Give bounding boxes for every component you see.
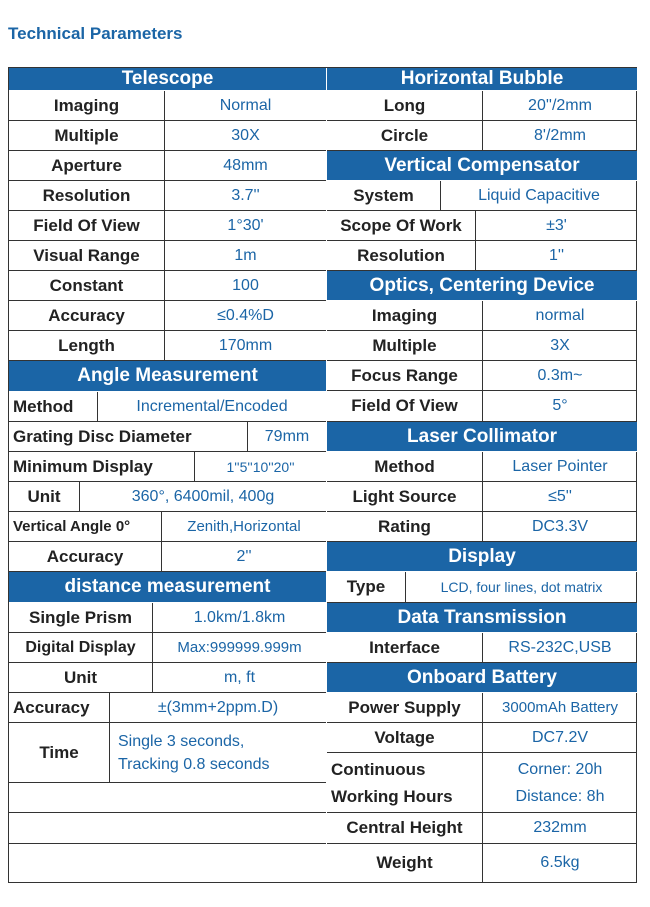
time-line-2: Tracking 0.8 seconds bbox=[118, 755, 270, 773]
row-value: normal bbox=[482, 301, 637, 330]
table-row bbox=[9, 723, 326, 783]
row-value: 100 bbox=[164, 271, 326, 300]
table-row bbox=[327, 753, 637, 813]
row-label: Unit bbox=[27, 486, 61, 506]
table-row bbox=[9, 271, 326, 301]
row-value: 3.7'' bbox=[164, 181, 326, 210]
row-value: 1°30' bbox=[164, 211, 326, 240]
row-value: m, ft bbox=[152, 663, 326, 692]
row-value: 1.0km/1.8km bbox=[152, 603, 326, 632]
table-row bbox=[327, 813, 637, 844]
row-label: Multiple bbox=[54, 125, 119, 145]
row-value: 30X bbox=[164, 121, 326, 150]
telescope-header: Telescope bbox=[9, 68, 326, 91]
table-row bbox=[9, 452, 326, 482]
distance-header: distance measurement bbox=[9, 572, 326, 603]
row-label: Type bbox=[346, 577, 386, 596]
table-row bbox=[9, 91, 326, 121]
bubble-header: Horizontal Bubble bbox=[327, 68, 637, 91]
working-value-line-2: Distance: 8h bbox=[515, 787, 605, 805]
row-label: Weight bbox=[376, 853, 433, 872]
row-value: 1m bbox=[164, 241, 326, 270]
row-label: Single Prism bbox=[29, 607, 132, 627]
row-label: Voltage bbox=[374, 727, 435, 747]
table-row bbox=[9, 512, 326, 542]
battery-header: Onboard Battery bbox=[327, 663, 637, 693]
table-row bbox=[9, 693, 326, 723]
row-label: Method bbox=[374, 456, 435, 476]
page-title: Technical Parameters bbox=[8, 24, 183, 43]
row-label: Time bbox=[39, 742, 79, 762]
table-row bbox=[327, 452, 637, 482]
row-value: 6.5kg bbox=[482, 844, 637, 882]
row-value: 0.3m~ bbox=[482, 361, 637, 390]
row-value: 79mm bbox=[247, 422, 326, 451]
table-row bbox=[9, 241, 326, 271]
row-value: DC3.3V bbox=[482, 512, 637, 541]
table-row bbox=[327, 512, 637, 542]
row-label: Grating Disc Diameter bbox=[13, 426, 192, 446]
row-label: Unit bbox=[63, 667, 98, 687]
row-label: Minimum Display bbox=[13, 456, 153, 476]
row-label: Rating bbox=[378, 516, 431, 536]
laser-header: Laser Collimator bbox=[327, 422, 637, 452]
table-row bbox=[327, 572, 637, 603]
empty-row bbox=[9, 844, 326, 882]
time-line-1: Single 3 seconds, bbox=[118, 732, 245, 750]
row-value: 20''/2mm bbox=[482, 91, 637, 120]
row-label: System bbox=[353, 185, 414, 205]
table-row bbox=[327, 121, 637, 151]
row-value: 1''5''10''20'' bbox=[194, 452, 326, 481]
row-label: Accuracy bbox=[46, 546, 124, 566]
table-row bbox=[327, 482, 637, 512]
row-value: ≤0.4%D bbox=[164, 301, 326, 330]
table-row bbox=[9, 482, 326, 512]
row-label: Vertical Angle 0° bbox=[13, 518, 131, 535]
row-value: 48mm bbox=[164, 151, 326, 180]
row-label: Power Supply bbox=[348, 697, 461, 717]
working-label-line-1: Continuous bbox=[331, 759, 426, 779]
table-row bbox=[9, 603, 326, 633]
row-label: Accuracy bbox=[13, 697, 90, 717]
row-value: RS-232C,USB bbox=[482, 633, 637, 662]
table-row bbox=[9, 392, 326, 422]
row-label: Long bbox=[383, 95, 426, 115]
table-row bbox=[327, 693, 637, 723]
row-label: Light Source bbox=[352, 486, 457, 506]
table-row bbox=[9, 331, 326, 361]
table-row bbox=[327, 844, 637, 882]
row-value: Liquid Capacitive bbox=[440, 181, 637, 210]
row-label: Circle bbox=[380, 125, 429, 145]
angle-header: Angle Measurement bbox=[9, 361, 326, 392]
row-value bbox=[109, 723, 326, 782]
table-row bbox=[9, 422, 326, 452]
table-row bbox=[327, 181, 637, 211]
row-label: Digital Display bbox=[25, 638, 136, 656]
row-value: ±(3mm+2ppm.D) bbox=[109, 693, 326, 722]
row-label: Resolution bbox=[42, 185, 131, 205]
row-label: Scope Of Work bbox=[340, 215, 462, 235]
table-row bbox=[327, 91, 637, 121]
row-value: 3X bbox=[482, 331, 637, 360]
table-row bbox=[327, 633, 637, 663]
compensator-header: Vertical Compensator bbox=[327, 151, 637, 181]
row-value: 3000mAh Battery bbox=[482, 693, 637, 722]
table-row bbox=[327, 391, 637, 422]
table-row bbox=[327, 723, 637, 753]
table-row bbox=[9, 151, 326, 181]
row-value: Laser Pointer bbox=[482, 452, 637, 481]
row-label: Resolution bbox=[357, 245, 445, 265]
spec-table bbox=[8, 67, 637, 883]
row-value bbox=[482, 753, 637, 812]
table-row bbox=[9, 211, 326, 241]
table-row bbox=[327, 331, 637, 361]
row-label: Length bbox=[58, 335, 115, 355]
display-header: Display bbox=[327, 542, 637, 572]
row-value: DC7.2V bbox=[482, 723, 637, 752]
row-label: Focus Range bbox=[351, 365, 458, 385]
table-row bbox=[9, 633, 326, 663]
table-row bbox=[327, 241, 637, 271]
row-label: Aperture bbox=[51, 155, 122, 175]
row-value: 5° bbox=[482, 391, 637, 421]
row-label: Imaging bbox=[53, 95, 120, 115]
row-value: 2'' bbox=[161, 542, 326, 571]
row-label: Accuracy bbox=[48, 305, 125, 325]
row-value: Zenith,Horizontal bbox=[161, 512, 326, 541]
row-value: Incremental/Encoded bbox=[97, 392, 326, 421]
row-label: Method bbox=[13, 396, 74, 416]
row-value: ±3' bbox=[475, 211, 637, 240]
row-label: Field Of View bbox=[351, 396, 458, 415]
row-label: Field Of View bbox=[33, 215, 140, 235]
table-row bbox=[9, 301, 326, 331]
row-value: 360°, 6400mil, 400g bbox=[79, 482, 326, 511]
data-header: Data Transmission bbox=[327, 603, 637, 633]
row-label: Central Height bbox=[346, 818, 463, 837]
working-label-line-2: Working Hours bbox=[331, 786, 453, 806]
working-value-line-1: Corner: 20h bbox=[517, 760, 603, 778]
row-label: Constant bbox=[49, 275, 124, 295]
optics-header: Optics, Centering Device bbox=[327, 271, 637, 301]
table-row bbox=[9, 181, 326, 211]
row-label: Interface bbox=[369, 637, 440, 657]
table-row bbox=[9, 121, 326, 151]
row-label bbox=[327, 753, 482, 812]
row-value: 1'' bbox=[475, 241, 637, 270]
table-row bbox=[9, 542, 326, 572]
row-label: Multiple bbox=[372, 335, 437, 355]
empty-row bbox=[9, 783, 326, 813]
row-label: Imaging bbox=[371, 305, 438, 325]
row-label: Visual Range bbox=[33, 245, 140, 265]
row-value: Max:999999.999m bbox=[152, 633, 326, 662]
row-value: LCD, four lines, dot matrix bbox=[405, 572, 637, 602]
row-value: 8'/2mm bbox=[482, 121, 637, 150]
table-row bbox=[327, 361, 637, 391]
row-value: 232mm bbox=[482, 813, 637, 843]
row-value: Normal bbox=[164, 91, 326, 120]
empty-row bbox=[9, 813, 326, 844]
table-row bbox=[9, 663, 326, 693]
row-value: 170mm bbox=[164, 331, 326, 360]
row-value: ≤5'' bbox=[482, 482, 637, 511]
table-row bbox=[327, 301, 637, 331]
table-row bbox=[327, 211, 637, 241]
